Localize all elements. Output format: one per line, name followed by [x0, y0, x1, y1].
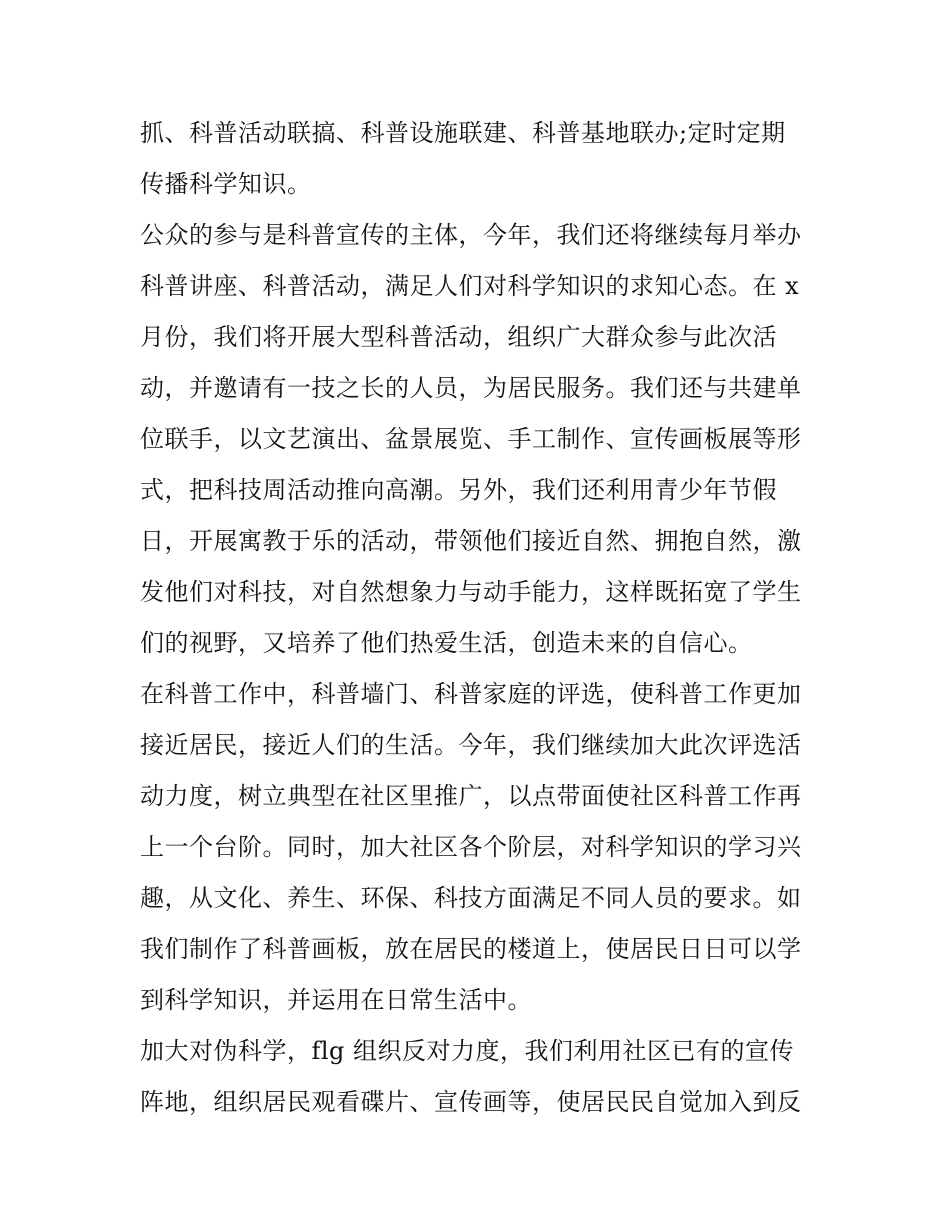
text-line: 我们制作了科普画板，放在居民的楼道上，使居民日日可以学: [140, 935, 802, 963]
text-line: 发他们对科技，对自然想象力与动手能力，这样既拓宽了学生: [140, 578, 802, 606]
text-line: 阵地，组织居民观看碟片、宣传画等，使居民民自觉加入到反: [140, 1088, 802, 1116]
text-line: 加大对伪科学，flg 组织反对力度，我们利用社区已有的宣传: [140, 1037, 795, 1065]
text-line: 上一个台阶。同时，加大社区各个阶层，对科学知识的学习兴: [140, 833, 802, 861]
text-line: 抓、科普活动联搞、科普设施联建、科普基地联办;定时定期: [140, 119, 786, 147]
text-line: 公众的参与是科普宣传的主体，今年，我们还将继续每月举办: [140, 221, 802, 249]
text-line: 式，把科技周活动推向高潮。另外，我们还利用青少年节假: [140, 476, 777, 504]
text-line: 到科学知识，并运用在日常生活中。: [140, 986, 532, 1014]
text-line: 传播科学知识。: [140, 170, 312, 198]
text-line: 位联手，以文艺演出、盆景展览、手工制作、宣传画板展等形: [140, 425, 802, 453]
text-line: 在科普工作中，科普墙门、科普家庭的评选，使科普工作更加: [140, 680, 802, 708]
text-line: 动，并邀请有一技之长的人员，为居民服务。我们还与共建单: [140, 374, 802, 402]
text-line: 月份，我们将开展大型科普活动，组织广大群众参与此次活: [140, 323, 777, 351]
text-line: 日，开展寓教于乐的活动，带领他们接近自然、拥抱自然，激: [140, 527, 802, 555]
text-line: 趣，从文化、养生、环保、科技方面满足不同人员的要求。如: [140, 884, 802, 912]
document-body: [140, 108, 820, 1128]
text-line: 接近居民，接近人们的生活。今年，我们继续加大此次评选活: [140, 731, 802, 759]
text-line: 们的视野，又培养了他们热爱生活，创造未来的自信心。: [140, 629, 753, 657]
text-line: 动力度，树立典型在社区里推广，以点带面使社区科普工作再: [140, 782, 802, 810]
text-line: 科普讲座、科普活动，满足人们对科学知识的求知心态。在 x: [140, 272, 800, 300]
